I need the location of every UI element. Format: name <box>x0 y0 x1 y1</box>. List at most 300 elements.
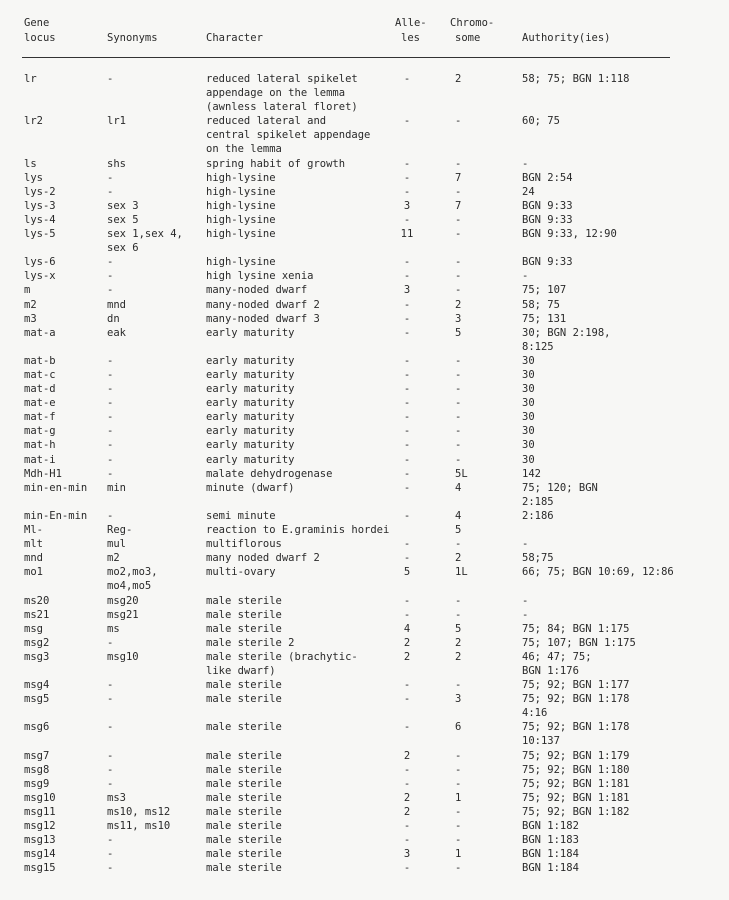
authority-cell-line: 58; 75; BGN 1:118 <box>522 73 630 85</box>
chromosome-cell: 3 <box>455 312 462 325</box>
character-cell-line: reaction to E.graminis hordei <box>206 524 390 537</box>
authority-cell <box>522 382 722 396</box>
authority-cell <box>522 833 722 847</box>
character-cell-line: appendage on the lemma <box>206 87 346 100</box>
synonyms-cell <box>107 269 205 283</box>
character-cell <box>206 791 396 805</box>
table-row <box>0 833 729 847</box>
character-cell-line: early maturity <box>206 354 295 367</box>
chromosome-cell: 2 <box>455 636 462 649</box>
table-row <box>0 255 729 269</box>
authority-cell-line: 142 <box>522 467 541 480</box>
synonyms-cell <box>107 354 205 368</box>
authority-cell <box>522 819 722 833</box>
alleles-cell: - <box>403 834 411 847</box>
synonyms-cell-line: - <box>107 171 114 184</box>
table-row <box>0 608 729 622</box>
alleles-cell: - <box>403 157 411 170</box>
character-cell <box>206 199 396 213</box>
synonyms-cell <box>107 749 205 763</box>
synonyms-cell-line: ms3 <box>107 791 126 804</box>
table-row <box>0 213 729 227</box>
locus-cell: msg4 <box>24 679 50 692</box>
alleles-cell: - <box>403 538 411 551</box>
table-row <box>0 861 729 875</box>
character-cell <box>206 283 396 297</box>
authority-cell-line: 2:186 <box>522 509 554 522</box>
chromosome-cell: 1 <box>455 848 462 861</box>
table-row <box>0 749 729 763</box>
synonyms-cell <box>107 424 205 438</box>
locus-cell: lr2 <box>24 115 43 128</box>
synonyms-cell-line: - <box>107 693 114 706</box>
chromosome-cell: - <box>455 862 462 875</box>
locus-cell: msg13 <box>24 834 56 847</box>
authority-cell <box>522 438 722 452</box>
synonyms-cell <box>107 396 205 410</box>
authority-cell-line: 46; 47; 75; <box>522 650 592 663</box>
table-row <box>0 199 729 213</box>
synonyms-cell <box>107 467 205 481</box>
synonyms-cell-line: ms11, ms10 <box>107 820 171 832</box>
synonyms-cell <box>107 791 205 805</box>
synonyms-cell-line: - <box>107 369 114 381</box>
table-row <box>0 410 729 424</box>
character-cell-line: semi minute <box>206 509 276 522</box>
locus-cell: msg <box>24 622 43 635</box>
character-cell-line: early maturity <box>206 326 295 339</box>
synonyms-cell-line: sex 6 <box>107 242 139 255</box>
character-cell <box>206 509 396 523</box>
authority-cell <box>522 481 722 509</box>
alleles-cell: - <box>403 552 411 565</box>
character-cell <box>206 608 396 622</box>
authority-cell <box>522 467 722 481</box>
alleles-cell: - <box>403 467 411 480</box>
character-cell <box>206 410 396 424</box>
table-row <box>0 594 729 608</box>
header-authority: Authority(ies) <box>522 32 611 44</box>
table-row <box>0 72 729 114</box>
character-cell <box>206 749 396 763</box>
table-row <box>0 847 729 861</box>
character-cell <box>206 565 396 579</box>
character-cell-line: reduced lateral and <box>206 115 327 128</box>
character-cell <box>206 833 396 847</box>
character-cell-line: male sterile <box>206 848 282 861</box>
authority-cell-line: 75; 92; BGN 1:182 <box>522 805 630 818</box>
alleles-cell: - <box>403 481 411 494</box>
table-row <box>0 171 729 185</box>
authority-cell-line: - <box>522 608 529 621</box>
authority-cell-line: 30 <box>522 354 535 367</box>
authority-cell <box>522 650 722 678</box>
synonyms-cell-line: - <box>107 397 114 410</box>
synonyms-cell <box>107 453 205 467</box>
character-cell-line: multiflorous <box>206 538 282 551</box>
authority-cell <box>522 594 722 608</box>
chromosome-cell: - <box>455 213 462 226</box>
character-cell-line: male sterile (brachytic- <box>206 650 358 663</box>
synonyms-cell-line: - <box>107 453 114 466</box>
synonyms-cell <box>107 833 205 847</box>
synonyms-cell-line: shs <box>107 157 126 170</box>
authority-cell <box>522 424 722 438</box>
character-cell <box>206 438 396 452</box>
character-cell <box>206 255 396 269</box>
alleles-cell: - <box>403 411 411 424</box>
synonyms-cell <box>107 114 205 128</box>
table-row <box>0 438 729 452</box>
locus-cell: mat-i <box>24 453 56 466</box>
synonyms-cell-line: - <box>107 763 114 776</box>
locus-cell: mat-b <box>24 354 56 367</box>
character-cell <box>206 622 396 636</box>
authority-cell-line: 30; BGN 2:198, <box>522 326 611 339</box>
synonyms-cell <box>107 565 205 593</box>
alleles-cell: - <box>403 369 411 381</box>
character-cell-line: male sterile <box>206 721 282 734</box>
authority-cell-line: BGN 1:183 <box>522 834 579 847</box>
chromosome-cell: - <box>455 538 462 551</box>
authority-cell-line: 24 <box>522 185 535 198</box>
synonyms-cell <box>107 636 205 650</box>
locus-cell: min-En-min <box>24 509 88 522</box>
locus-cell: lys <box>24 171 43 184</box>
alleles-cell: 5 <box>403 566 411 579</box>
locus-cell: mat-a <box>24 326 56 339</box>
table-row <box>0 791 729 805</box>
alleles-cell: - <box>403 383 411 396</box>
synonyms-cell <box>107 622 205 636</box>
synonyms-cell <box>107 551 205 565</box>
synonyms-cell-line: eak <box>107 326 126 339</box>
character-cell-line: minute (dwarf) <box>206 481 295 494</box>
table-row <box>0 396 729 410</box>
character-cell <box>206 72 396 114</box>
authority-cell <box>522 622 722 636</box>
synonyms-cell-line: - <box>107 354 114 367</box>
authority-cell <box>522 692 722 720</box>
chromosome-cell: - <box>455 834 462 847</box>
authority-cell <box>522 185 722 199</box>
authority-cell <box>522 298 722 312</box>
chromosome-cell: 5 <box>455 622 462 635</box>
synonyms-cell <box>107 255 205 269</box>
authority-cell-line: 30 <box>522 411 535 424</box>
authority-cell-line: 75; 84; BGN 1:175 <box>522 622 630 635</box>
character-cell-line: high-lysine <box>206 213 276 226</box>
authority-cell <box>522 777 722 791</box>
authority-cell-line: 30 <box>522 453 535 466</box>
synonyms-cell <box>107 819 205 833</box>
character-cell-line: male sterile <box>206 679 282 692</box>
character-cell <box>206 551 396 565</box>
character-cell-line: many-noded dwarf <box>206 284 308 297</box>
character-cell-line: male sterile <box>206 749 282 762</box>
alleles-cell: 11 <box>400 228 414 241</box>
authority-cell-line: 30 <box>522 383 535 396</box>
character-cell-line: male sterile <box>206 862 282 875</box>
authority-cell-line: 4:16 <box>522 707 548 720</box>
alleles-cell: - <box>403 820 411 832</box>
authority-cell-line: 58; 75 <box>522 298 560 311</box>
character-cell-line: early maturity <box>206 383 295 396</box>
character-cell-line: early maturity <box>206 439 295 452</box>
character-cell-line: male sterile <box>206 608 282 621</box>
synonyms-cell <box>107 368 205 382</box>
alleles-cell: 2 <box>403 805 411 818</box>
alleles-cell: - <box>403 453 411 466</box>
authority-cell <box>522 269 722 283</box>
character-cell-line: early maturity <box>206 411 295 424</box>
character-cell-line: male sterile <box>206 805 282 818</box>
character-cell-line: on the lemma <box>206 143 282 156</box>
table-row <box>0 509 729 523</box>
synonyms-cell-line: - <box>107 777 114 790</box>
synonyms-cell <box>107 185 205 199</box>
alleles-cell: - <box>403 439 411 452</box>
synonyms-cell-line: - <box>107 862 114 875</box>
authority-cell <box>522 791 722 805</box>
locus-cell: m3 <box>24 312 37 325</box>
synonyms-cell-line: - <box>107 679 114 692</box>
authority-cell-line: 8:125 <box>522 340 554 353</box>
character-cell <box>206 763 396 777</box>
locus-cell: ms20 <box>24 594 50 607</box>
locus-cell: msg3 <box>24 650 50 663</box>
chromosome-cell: 5 <box>455 326 462 339</box>
authority-cell-line: 58;75 <box>522 552 554 565</box>
synonyms-cell <box>107 72 205 86</box>
character-cell <box>206 650 396 678</box>
authority-cell-line: 2:185 <box>522 495 554 508</box>
character-cell <box>206 185 396 199</box>
table-row <box>0 453 729 467</box>
character-cell <box>206 114 396 156</box>
table-row <box>0 312 729 326</box>
character-cell <box>206 467 396 481</box>
chromosome-cell: - <box>455 453 462 466</box>
table-row <box>0 269 729 283</box>
synonyms-cell <box>107 382 205 396</box>
synonyms-cell-line: - <box>107 383 114 396</box>
chromosome-cell: - <box>455 608 462 621</box>
authority-cell <box>522 847 722 861</box>
chromosome-cell: 2 <box>455 298 462 311</box>
table-row <box>0 537 729 551</box>
alleles-cell: - <box>403 213 411 226</box>
locus-cell: mat-f <box>24 411 56 424</box>
synonyms-cell <box>107 227 205 255</box>
table-row <box>0 678 729 692</box>
alleles-cell: - <box>403 298 411 311</box>
synonyms-cell <box>107 213 205 227</box>
authority-cell <box>522 636 722 650</box>
character-cell <box>206 453 396 467</box>
locus-cell: lys-4 <box>24 213 56 226</box>
chromosome-cell: - <box>455 397 462 410</box>
character-cell-line: high-lysine <box>206 228 276 241</box>
synonyms-cell-line: - <box>107 467 114 480</box>
synonyms-cell-line: sex 5 <box>107 213 139 226</box>
authority-cell-line: BGN 9:33 <box>522 256 573 269</box>
synonyms-cell-line: - <box>107 848 114 861</box>
alleles-cell: 3 <box>403 284 411 297</box>
chromosome-cell: - <box>455 115 462 128</box>
authority-cell <box>522 509 722 523</box>
character-cell-line: high-lysine <box>206 171 276 184</box>
locus-cell: msg12 <box>24 820 56 832</box>
locus-cell: msg9 <box>24 777 50 790</box>
character-cell <box>206 847 396 861</box>
character-cell <box>206 424 396 438</box>
character-cell <box>206 213 396 227</box>
alleles-cell: - <box>403 862 411 875</box>
authority-cell-line: BGN 1:184 <box>522 848 579 861</box>
chromosome-cell: 1L <box>455 566 468 579</box>
table-row <box>0 692 729 720</box>
character-cell <box>206 269 396 283</box>
character-cell-line: male sterile <box>206 763 282 776</box>
authority-cell <box>522 354 722 368</box>
synonyms-cell <box>107 438 205 452</box>
synonyms-cell-line: mo2,mo3, <box>107 566 158 579</box>
locus-cell: Ml- <box>24 524 43 537</box>
authority-cell-line: 75; 120; BGN <box>522 481 598 494</box>
authority-cell-line: BGN 2:54 <box>522 171 573 184</box>
table-row <box>0 763 729 777</box>
table-row <box>0 650 729 678</box>
authority-cell <box>522 114 722 128</box>
synonyms-cell-line: mul <box>107 538 126 551</box>
character-cell-line: multi-ovary <box>206 566 276 579</box>
synonyms-cell-line: sex 3 <box>107 199 139 212</box>
character-cell-line: male sterile <box>206 622 282 635</box>
synonyms-cell <box>107 678 205 692</box>
table-row <box>0 523 729 537</box>
alleles-cell: - <box>403 312 411 325</box>
chromosome-cell: - <box>455 425 462 438</box>
chromosome-cell: 2 <box>455 552 462 565</box>
authority-cell-line: 75; 92; BGN 1:177 <box>522 679 630 692</box>
authority-cell <box>522 551 722 565</box>
alleles-cell: 2 <box>403 791 411 804</box>
locus-cell: msg5 <box>24 693 50 706</box>
authority-cell-line: - <box>522 538 529 551</box>
synonyms-cell-line: m2 <box>107 552 120 565</box>
locus-cell: lys-2 <box>24 185 56 198</box>
header-chromosome-1: Chromo- <box>450 17 495 29</box>
alleles-cell: 2 <box>403 636 411 649</box>
synonyms-cell-line: - <box>107 749 114 762</box>
authority-cell <box>522 678 722 692</box>
character-cell <box>206 537 396 551</box>
locus-cell: lys-5 <box>24 228 56 241</box>
locus-cell: Mdh-H1 <box>24 467 62 480</box>
authority-cell <box>522 72 722 86</box>
character-cell-line: spring habit of growth <box>206 157 346 170</box>
locus-cell: msg2 <box>24 636 50 649</box>
authority-cell <box>522 537 722 551</box>
chromosome-cell: 4 <box>455 509 462 522</box>
header-character: Character <box>206 32 263 44</box>
character-cell-line: male sterile <box>206 820 282 832</box>
character-cell <box>206 777 396 791</box>
synonyms-cell <box>107 157 205 171</box>
alleles-cell: - <box>403 679 411 692</box>
header-alleles-2: les <box>401 32 420 44</box>
authority-cell-line: 30 <box>522 425 535 438</box>
character-cell-line: high-lysine <box>206 256 276 269</box>
character-cell <box>206 819 396 833</box>
character-cell-line: reduced lateral spikelet <box>206 73 358 85</box>
chromosome-cell: - <box>455 383 462 396</box>
synonyms-cell-line: - <box>107 411 114 424</box>
character-cell <box>206 636 396 650</box>
synonyms-cell <box>107 171 205 185</box>
authority-cell-line: 75; 92; BGN 1:179 <box>522 749 630 762</box>
table-row <box>0 354 729 368</box>
table-row <box>0 157 729 171</box>
authority-cell-line: 60; 75 <box>522 115 560 128</box>
synonyms-cell <box>107 861 205 875</box>
synonyms-cell <box>107 805 205 819</box>
character-cell-line: high lysine xenia <box>206 270 314 283</box>
character-cell-line: high-lysine <box>206 199 276 212</box>
authority-cell <box>522 312 722 326</box>
chromosome-cell: 6 <box>455 721 462 734</box>
authority-cell <box>522 565 722 579</box>
authority-cell <box>522 749 722 763</box>
synonyms-cell <box>107 312 205 326</box>
character-cell <box>206 171 396 185</box>
authority-cell-line: 75; 92; BGN 1:181 <box>522 791 630 804</box>
synonyms-cell-line: msg20 <box>107 594 139 607</box>
locus-cell: lys-3 <box>24 199 56 212</box>
authority-cell-line: BGN 9:33 <box>522 213 573 226</box>
authority-cell-line: BGN 1:182 <box>522 820 579 832</box>
header-locus-1: Gene <box>24 17 50 29</box>
character-cell-line: (awnless lateral floret) <box>206 101 358 114</box>
table-row <box>0 185 729 199</box>
chromosome-cell: - <box>455 777 462 790</box>
character-cell-line: many-noded dwarf 2 <box>206 298 320 311</box>
chromosome-cell: - <box>455 354 462 367</box>
synonyms-cell <box>107 481 205 495</box>
character-cell <box>206 157 396 171</box>
authority-cell <box>522 171 722 185</box>
synonyms-cell-line: msg21 <box>107 608 139 621</box>
locus-cell: lys-6 <box>24 256 56 269</box>
authority-cell <box>522 368 722 382</box>
authority-cell <box>522 199 722 213</box>
table-row <box>0 114 729 156</box>
authority-cell-line: 75; 107 <box>522 284 567 297</box>
authority-cell-line: 75; 131 <box>522 312 567 325</box>
gene-table <box>0 72 729 875</box>
character-cell <box>206 861 396 875</box>
authority-cell <box>522 805 722 819</box>
chromosome-cell: - <box>455 369 462 381</box>
locus-cell: mat-e <box>24 397 56 410</box>
table-row <box>0 551 729 565</box>
alleles-cell: - <box>403 608 411 621</box>
character-cell-line: male sterile <box>206 594 282 607</box>
chromosome-cell: - <box>455 805 462 818</box>
alleles-cell: - <box>403 425 411 438</box>
synonyms-cell-line: mo4,mo5 <box>107 580 152 593</box>
